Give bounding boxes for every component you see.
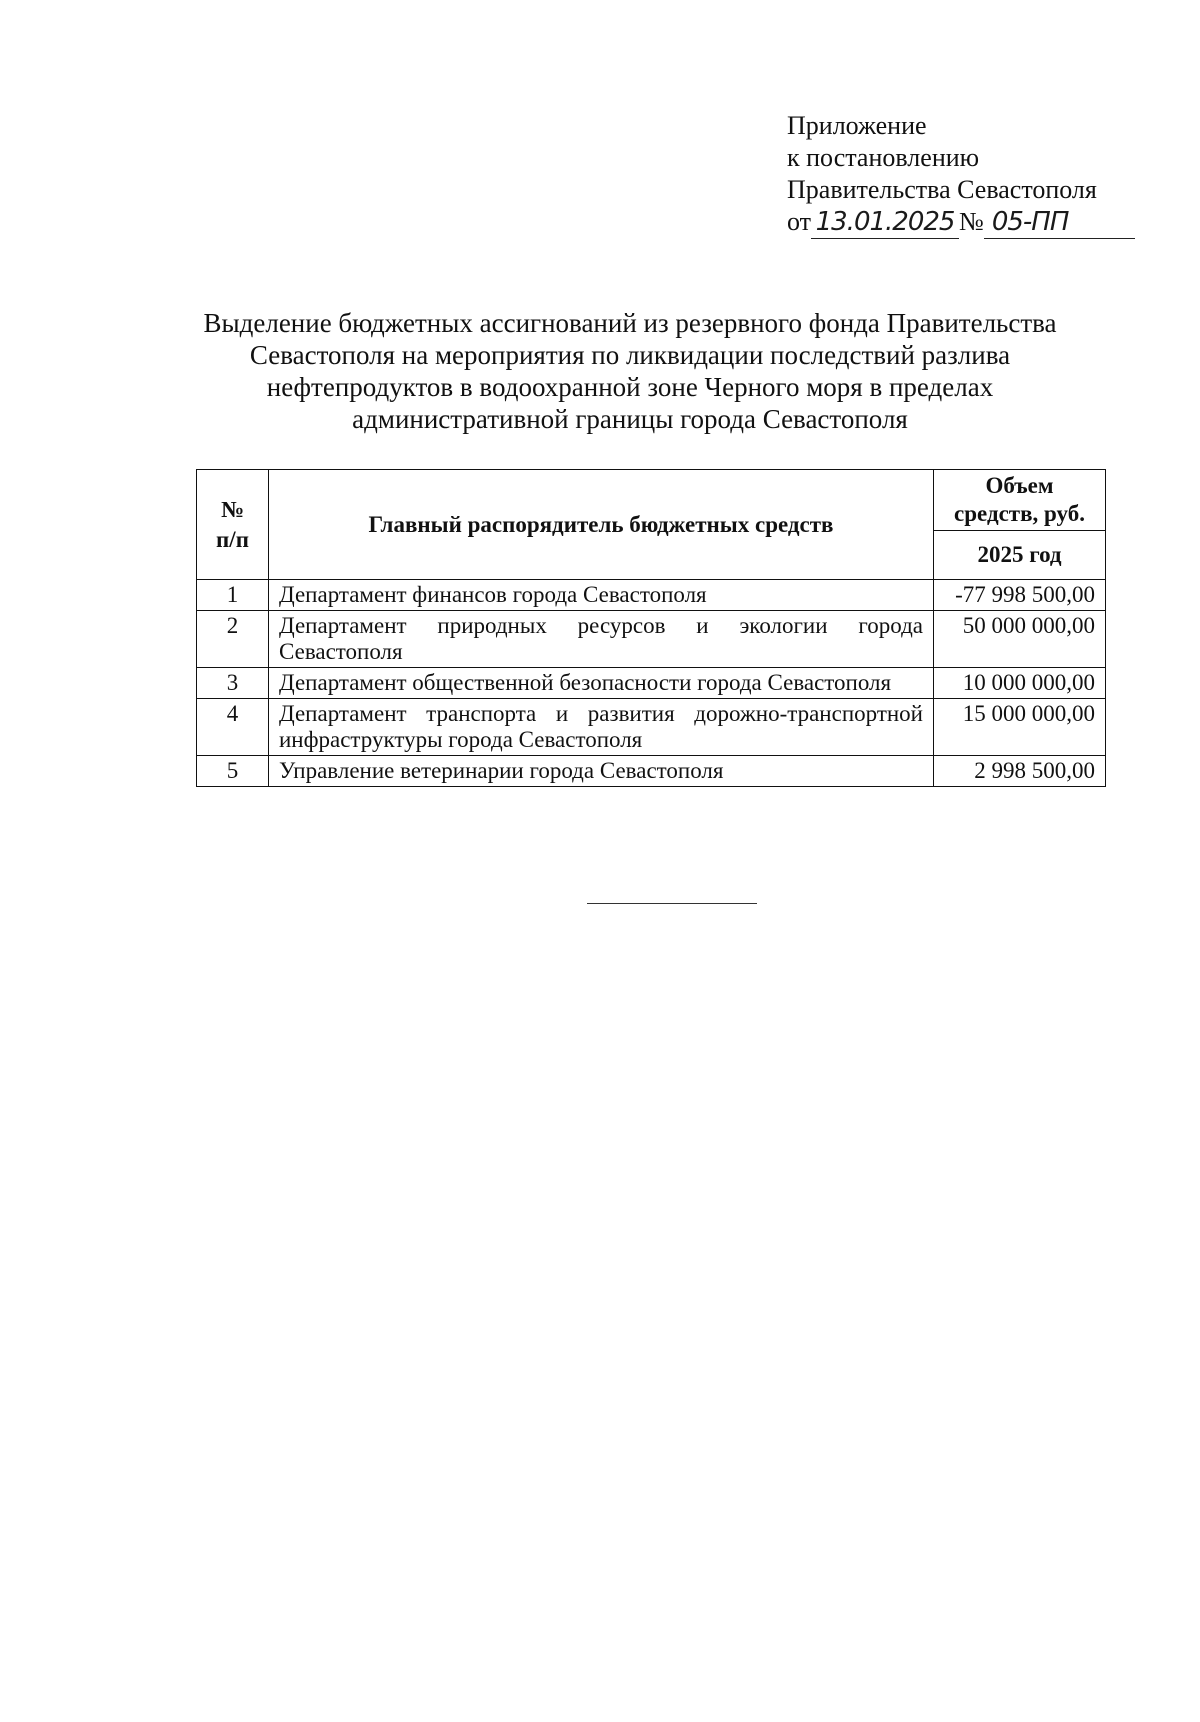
row-number: 1 [197,580,269,611]
row-number: 5 [197,756,269,787]
table-header-row [197,470,1106,531]
appendix-reference: к постановлению [787,143,980,172]
title-line-3: нефтепродуктов в водоохранной зоне Черного моря в пределах [266,372,994,402]
row-distributor: Департамент финансов города Севастополя [269,580,934,611]
header-year: 2025 год [934,531,1106,580]
handwritten-date: 13.01.2025 [811,206,959,239]
row-number: 3 [197,668,269,699]
row-amount: 50 000 000,00 [934,611,1106,668]
row-number: 4 [197,699,269,756]
allocation-table [196,469,1106,787]
appendix-header [787,110,1135,239]
row-distributor: Управление ветеринарии города Севастополя [269,756,934,787]
date-prefix: от [787,207,812,236]
row-number: 2 [197,611,269,668]
header-volume-line-2: средств, руб. [954,501,1085,526]
table-row [197,699,1106,756]
header-number-abbr: п/п [216,526,249,552]
row-amount: 10 000 000,00 [934,668,1106,699]
header-distributor: Главный распорядитель бюджетных средств [269,470,934,580]
table-row [197,580,1106,611]
appendix-label: Приложение [787,111,927,140]
header-number [197,470,269,580]
header-number-symbol: № [220,496,245,522]
table-row [197,756,1106,787]
header-volume [934,470,1106,531]
row-amount: -77 998 500,00 [934,580,1106,611]
row-distributor: Департамент общественной безопасности города Севастополя [269,668,934,699]
end-divider [587,903,757,904]
appendix-issuer: Правительства Севастополя [787,175,1097,204]
appendix-date-number-line [787,206,1135,239]
table-row [197,668,1106,699]
row-distributor: Департамент транспорта и развития дорожно-транспортной инфраструктуры города Севастополя [269,699,934,756]
title-line-2: Севастополя на мероприятия по ликвидации последствий разлива [249,340,1011,370]
title-line-4: административной границы города Севастополя [352,404,908,434]
number-prefix: № [959,207,984,236]
row-distributor: Департамент природных ресурсов и экологии города Севастополя [269,611,934,668]
title-line-1: Выделение бюджетных ассигнований из резервного фонда Правительства [203,308,1057,338]
table-row [197,611,1106,668]
row-amount: 2 998 500,00 [934,756,1106,787]
row-amount: 15 000 000,00 [934,699,1106,756]
document-title [180,307,1080,435]
header-volume-line-1: Объем [985,473,1054,498]
handwritten-number: 05-ПП [984,206,1135,239]
